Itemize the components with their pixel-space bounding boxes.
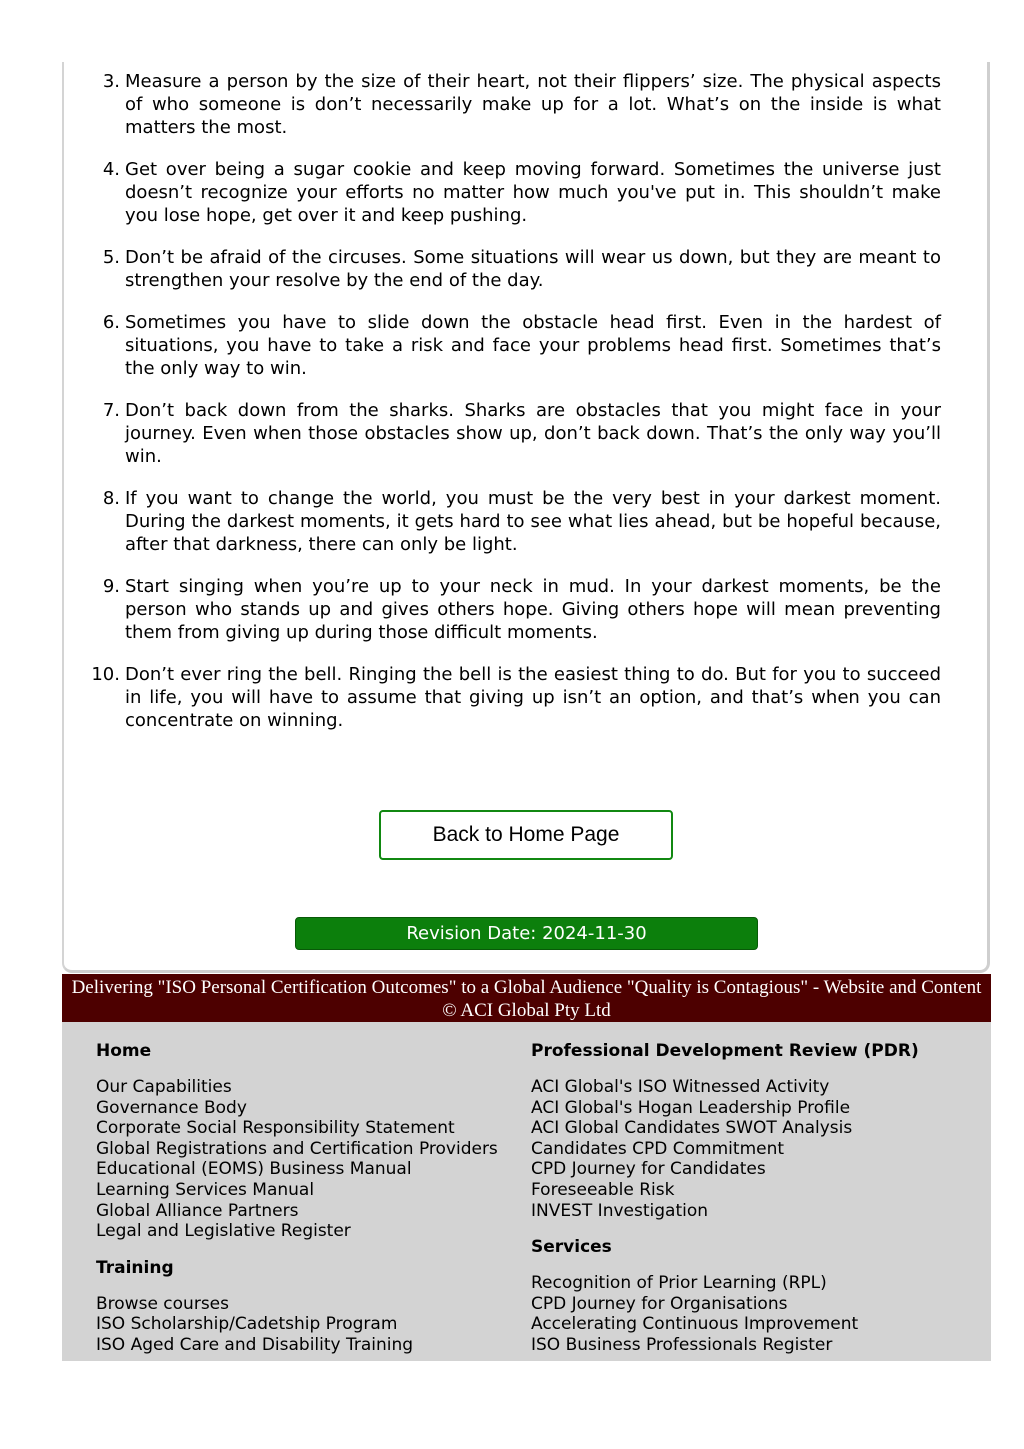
footer-link[interactable]: INVEST Investigation — [531, 1200, 709, 1221]
list-item-number: 6. — [102, 312, 120, 333]
footer-link[interactable]: Candidates CPD Commitment — [531, 1138, 785, 1159]
list-item — [102, 575, 941, 644]
list-item-text: Measure a person by the size of their heart, not their flippers’ size. The physical aspects of who someone is don’t necessarily make up for a lot. What’s on the inside is what matters the most. — [125, 71, 941, 138]
footer-link[interactable]: CPD Journey for Candidates — [531, 1159, 766, 1180]
list-item-number: 5. — [102, 247, 120, 268]
list-item-number: 3. — [102, 71, 120, 92]
footer-link[interactable]: ACI Global's Hogan Leadership Profile — [531, 1097, 851, 1118]
list-item-text: Don’t be afraid of the circuses. Some situations will wear us down, but they are meant to strengthen your resolve by the end of the day. — [125, 247, 941, 291]
footer-heading-training[interactable]: Training — [96, 1257, 174, 1278]
footer — [62, 1022, 991, 1361]
list-item-number: 9. — [102, 576, 120, 597]
footer-link[interactable]: Accelerating Continuous Improvement — [531, 1314, 859, 1335]
footer-group-training — [96, 1257, 526, 1356]
footer-group-services — [531, 1236, 971, 1355]
list-item-text: If you want to change the world, you must be the very best in your darkest moment. During the darkest moments, it gets hard to see what lies ahead, but be hopeful because, after that darkness, there can only be light. — [125, 488, 941, 555]
footer-link[interactable]: Legal and Legislative Register — [96, 1221, 351, 1242]
footer-link[interactable]: CPD Journey for Organisations — [531, 1293, 788, 1314]
copyright-banner: Delivering "ISO Personal Certification Outcomes" to a Global Audience "Quality is Contagious" - Website and Content © ACI Global Pty Ltd — [62, 974, 991, 1022]
list-item — [102, 399, 941, 468]
list-item-number: 7. — [102, 400, 120, 421]
list-item — [102, 246, 941, 292]
footer-heading-pdr[interactable]: Professional Development Review (PDR) — [531, 1041, 919, 1061]
footer-link[interactable]: ACI Global Candidates SWOT Analysis — [531, 1118, 853, 1139]
list-item-number: 8. — [102, 488, 120, 509]
list-item — [102, 487, 941, 556]
list-item-text: Start singing when you’re up to your neck in mud. In your darkest moments, be the person who stands up and gives others hope. Giving others hope will mean preventing them from giving up during those difficult moments. — [125, 576, 941, 643]
footer-link[interactable]: Corporate Social Responsibility Statement — [96, 1118, 455, 1139]
footer-link[interactable]: ISO Business Professionals Register — [531, 1334, 833, 1355]
list-item-text: Don’t back down from the sharks. Sharks are obstacles that you might face in your journey. Even when those obstacles show up, don’t back down. That’s the only way you’ll win. — [125, 400, 941, 467]
list-item — [102, 158, 941, 227]
list-item-text: Sometimes you have to slide down the obstacle head first. Even in the hardest of situations, you have to take a risk and face your problems head first. Sometimes that’s the only way to win. — [125, 312, 941, 379]
footer-group-home — [96, 1040, 526, 1242]
footer-heading-home[interactable]: Home — [96, 1041, 152, 1061]
list-item-text: Get over being a sugar cookie and keep moving forward. Sometimes the universe just doesn’t recognize your efforts no matter how much you've put in. This shouldn’t make you lose hope, get over it and keep pushing. — [125, 159, 941, 226]
footer-link[interactable]: Governance Body — [96, 1097, 247, 1118]
footer-link[interactable]: Foreseeable Risk — [531, 1179, 675, 1200]
footer-link[interactable]: Global Alliance Partners — [96, 1200, 299, 1221]
footer-link[interactable]: Our Capabilities — [96, 1077, 232, 1097]
list-item — [91, 663, 941, 732]
footer-link[interactable]: ISO Aged Care and Disability Training — [96, 1334, 414, 1355]
list-item — [102, 311, 941, 380]
footer-column-left — [96, 1040, 526, 1371]
footer-link[interactable]: Global Registrations and Certification Providers — [96, 1138, 498, 1159]
footer-link[interactable]: ACI Global's ISO Witnessed Activity — [531, 1077, 830, 1097]
footer-link[interactable]: Learning Services Manual — [96, 1179, 315, 1200]
footer-column-right — [531, 1040, 971, 1371]
list-item-text: Don’t ever ring the bell. Ringing the bell is the easiest thing to do. But for you to succeed in life, you will have to assume that giving up isn’t an option, and that’s when you can concentrate on winning. — [125, 664, 941, 731]
footer-link[interactable]: Recognition of Prior Learning (RPL) — [531, 1273, 827, 1294]
revision-date-badge: Revision Date: 2024-11-30 — [295, 917, 758, 950]
tips-list — [91, 70, 941, 751]
footer-link[interactable]: ISO Scholarship/Cadetship Program — [96, 1314, 398, 1335]
footer-link[interactable]: Educational (EOMS) Business Manual — [96, 1159, 412, 1180]
footer-heading-services[interactable]: Services — [531, 1237, 612, 1258]
list-item — [102, 70, 941, 139]
back-to-home-button[interactable]: Back to Home Page — [379, 810, 673, 860]
list-item-number: 10. — [91, 664, 120, 685]
list-item-number: 4. — [102, 159, 120, 180]
footer-link[interactable]: Browse courses — [96, 1293, 229, 1314]
footer-group-pdr — [531, 1040, 971, 1221]
